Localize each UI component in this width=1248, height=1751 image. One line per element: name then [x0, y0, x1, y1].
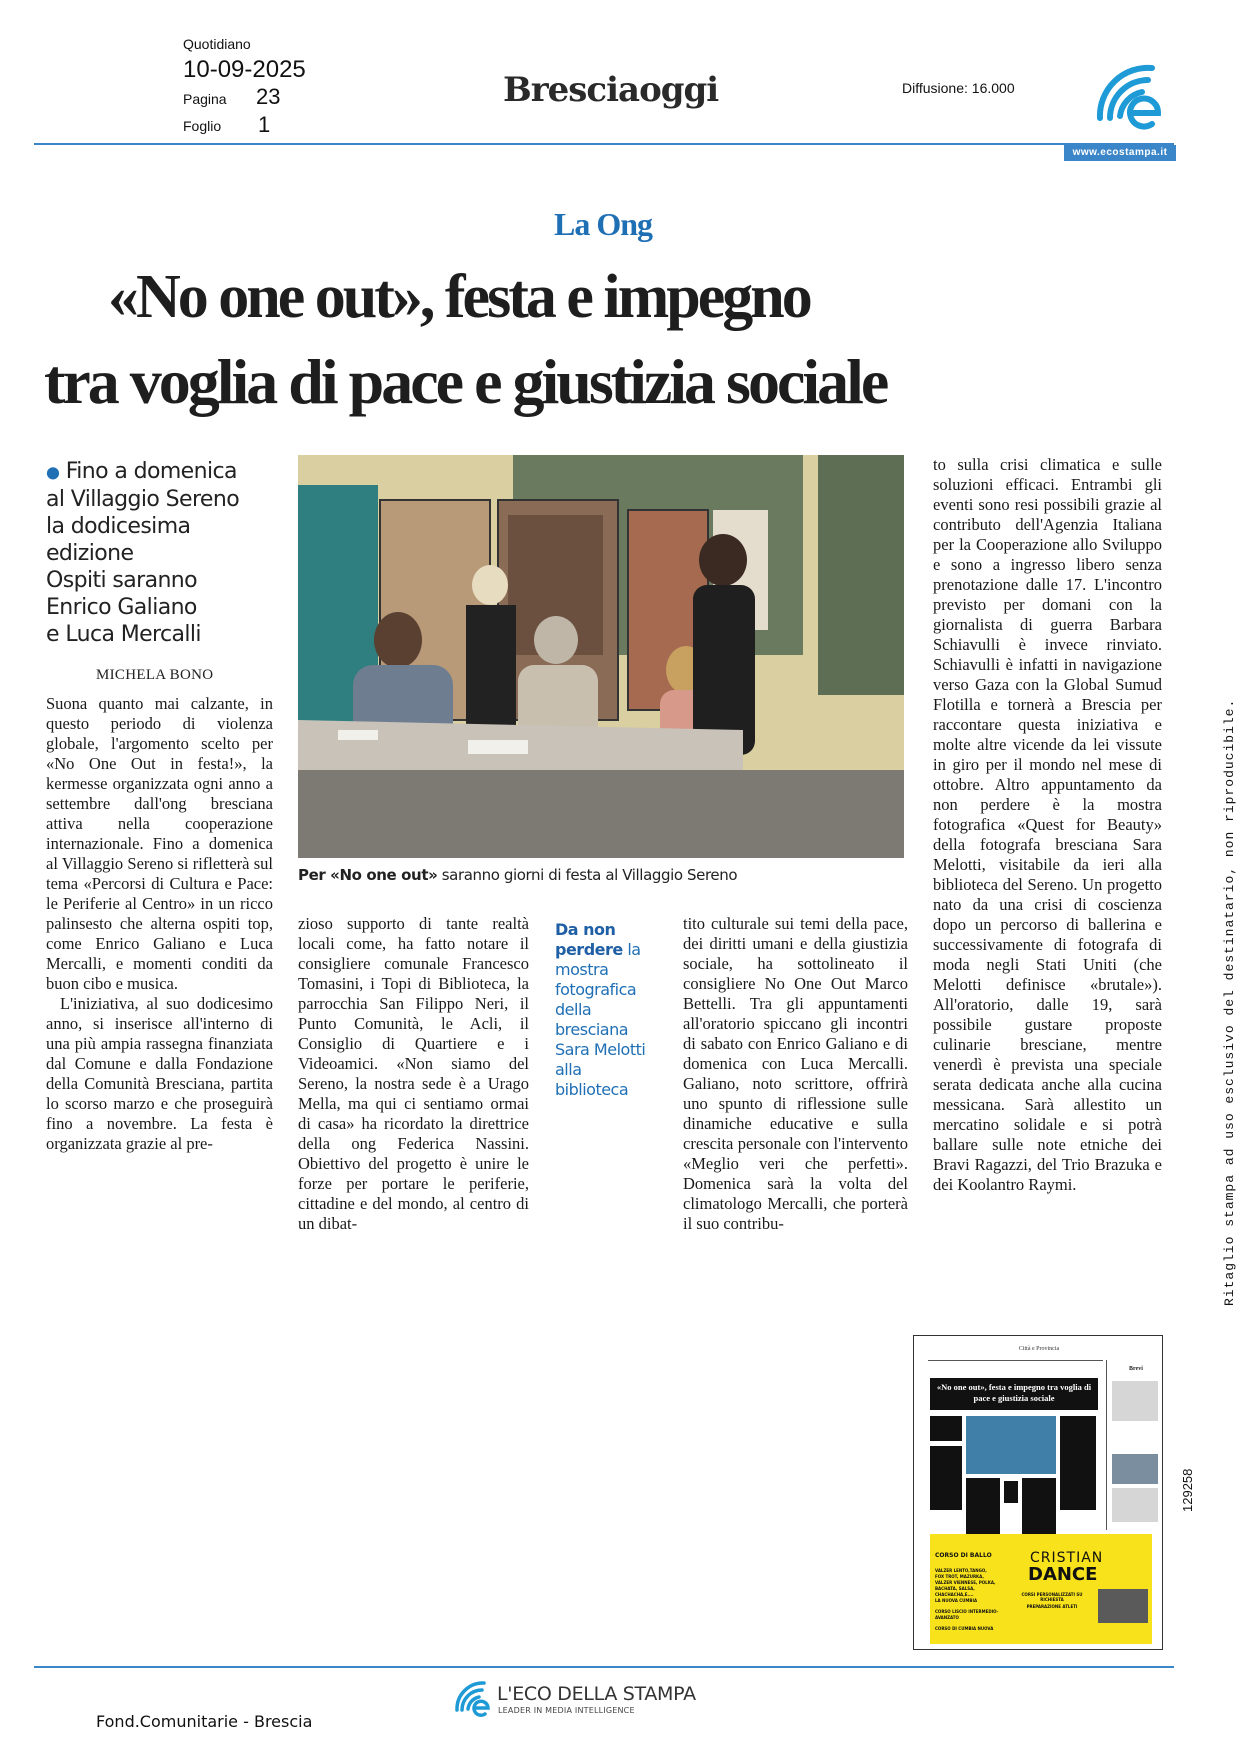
circulation: Diffusione: 16.000 — [902, 80, 1015, 96]
page-number: 23 — [256, 84, 281, 109]
thumb-ad-lines: VALZER LENTO,TANGO, FOX TROT, MAZURKA, VALZER VIENNESE, POLKA, BACHATA, SALSA, CHACHACHA,E.... LA NUOVA CUMBIA CORSO LISCIO INTERMEDIO-AVANZATO CORSO DI CUMBIA NUOVA — [935, 1568, 999, 1631]
subhead: ● Fino a domenica al Villaggio Sereno la dodicesima edizione Ospiti saranno Enrico Galiano e Luca Mercalli — [46, 459, 240, 647]
headline-line-2: tra voglia di pace e giustizia sociale — [44, 346, 887, 417]
thumb-section: Città e Provincia — [1018, 1346, 1060, 1352]
footer-divider — [34, 1666, 1174, 1668]
masthead: Bresciaoggi — [503, 70, 719, 110]
thumb-side-title: Brevi — [1129, 1366, 1143, 1372]
page-thumbnail — [913, 1335, 1163, 1650]
footer-brand: L'ECO DELLA STAMPA — [497, 1683, 696, 1705]
press-conference-photo — [298, 455, 904, 858]
article-column-1: Suona quanto mai calzante, in questo periodo di violenza globale, l'argomento scelto per «No One Out in festa!», la kermesse organizzata ogni anno a settembre dall'ong bresciana attiva nella cooperazione internazionale. Fino a domenica al Villaggio Sereno si rifletterà sul tema «Percorsi di Cultura e Pace: le Periferie al Centro» in un ricco palinsesto che alterna ospiti top, come Enrico Galiano e Luca Mercalli, e momenti conditi da buon cibo e musica. L'iniziativa, al suo dodicesimo anno, si inserisce all'interno di una più ampia rassegna finanziata dal Comune e dalla Fondazione della Comunità Bresciana, partita lo scorso marzo e che proseguirà fino a novembre. La festa è organizzata grazie al pre- — [46, 694, 273, 1153]
thumb-ad-brand-2: DANCE — [1028, 1564, 1098, 1585]
copyright-disclaimer: Ritaglio stampa ad uso esclusivo del destinatario, non riproducibile. — [1222, 698, 1237, 1306]
article-photo — [298, 455, 904, 858]
header-divider — [34, 143, 1174, 145]
thumb-headline: «No one out», festa e impegno tra voglia di pace e giustizia sociale — [930, 1378, 1098, 1410]
publication-date: 10-09-2025 — [183, 56, 306, 83]
ecostampa-logo-icon — [1090, 58, 1170, 134]
pull-quote: Da non perdere la mostra fotografica della bresciana Sara Melotti alla biblioteca — [555, 920, 646, 1099]
ecostampa-url[interactable]: www.ecostampa.it — [1064, 145, 1176, 161]
bullet-icon: ● — [46, 462, 60, 482]
article-column-3: tito culturale sui temi della pace, dei diritti umani e della giustizia sociale, ha sottolineato il consigliere No One Out Marco Bettelli. Tra gli appuntamenti all'oratorio spiccano gli incontri di sabato con Enrico Galiano e di domenica con Luca Mercalli. Galiano, noto scrittore, offrirà uno spunto di riflessione sulle dinamiche educative e sulla crescita personale con l'intervento «Meglio veri che perfetti». Domenica sarà la volta del climatologo Mercalli, che porterà il suo contribu- — [683, 914, 908, 1233]
section-kicker: La Ong — [554, 206, 653, 242]
document-code: 129258 — [1180, 1468, 1195, 1512]
headline-line-1: «No one out», festa e impegno — [108, 263, 810, 331]
article-column-2: zioso supporto di tante realtà locali come, ha fatto notare il consigliere comunale Francesco Tomasini, i Topi di Biblioteca, la parrocchia San Filippo Neri, il Punto Comunità, le Acli, il Consiglio di Quartiere e i Videoamici. «Non siamo del Sereno, la nostra sede è a Urago Mella, ma qui ci sentiamo ormai di casa» ha ricordato la direttrice della ong Federica Nassini. Obiettivo del progetto è unire le forze per portare le periferie, cittadine e del mondo, al centro di un dibat- — [298, 914, 529, 1233]
thumb-ad-brand-1: CRISTIAN — [1030, 1550, 1104, 1566]
sheet-number: 1 — [258, 112, 271, 137]
article-column-4: to sulla crisi climatica e sulle soluzioni efficaci. Entrambi gli eventi sono resi possibili grazie al contributo dell'Agenzia Italiana per la Cooperazione allo Sviluppo e sono a ingresso libero senza prenotazione dalle 17. L'incontro previsto per domani con la giornalista di guerra Barbara Schiavulli è invece rinviato. Schiavulli è infatti in navigazione verso Gaza con la Global Sumud Flotilla e tornerà a Brescia per raccontare questa iniziativa e molte altre vicende da lei vissute in giro per il mondo nel mese di ottobre. Altro appuntamento da non perdere è la mostra fotografica «Quest for Beauty» della fotografa bresciana Sara Melotti, visitabile da ieri alla biblioteca del Sereno. Un progetto nato da una crisi di coscienza dopo un percorso di ballerina e successivamente di fotografa di moda negli Stati Uniti (che Melotti definisce «brutale»). All'oratorio, dalle 19, sarà possibile gustare proposte culinarie bresciane, mentre venerdì è prevista una speciale serata dedicata anche alla cucina messicana. Sarà allestito un mercatino solidale e si potrà ballare sulle note etniche dei Bravi Ragazzi, del Trio Brazuka e dei Koolantro Raymi. — [933, 455, 1162, 1194]
page-label: Pagina — [183, 91, 227, 107]
footer-tagline: LEADER IN MEDIA INTELLIGENCE — [498, 1706, 635, 1715]
byline: MICHELA BONO — [96, 667, 214, 683]
thumb-ad-title: CORSO DI BALLO — [935, 1552, 992, 1559]
sheet-label: Foglio — [183, 118, 222, 134]
client-name: Fond.Comunitarie - Brescia — [96, 1712, 313, 1731]
thumb-ad: CORSO DI BALLO VALZER LENTO,TANGO, FOX TROT, MAZURKA, VALZER VIENNESE, POLKA, BACHATA, SALSA, CHACHACHA,E.... LA NUOVA CUMBIA CORSO LISCIO INTERMEDIO-AVANZATO CORSO DI CUMBIA NUOVA CRISTIAN DANCE CORSI PERSONALIZZATI SU RICHIESTA PREPARAZIONE ATLETI — [930, 1534, 1152, 1644]
eco-della-stampa-logo-icon — [452, 1678, 492, 1718]
publication-type: Quotidiano — [183, 36, 251, 52]
photo-caption: Per «No one out» saranno giorni di festa al Villaggio Sereno — [298, 866, 738, 884]
